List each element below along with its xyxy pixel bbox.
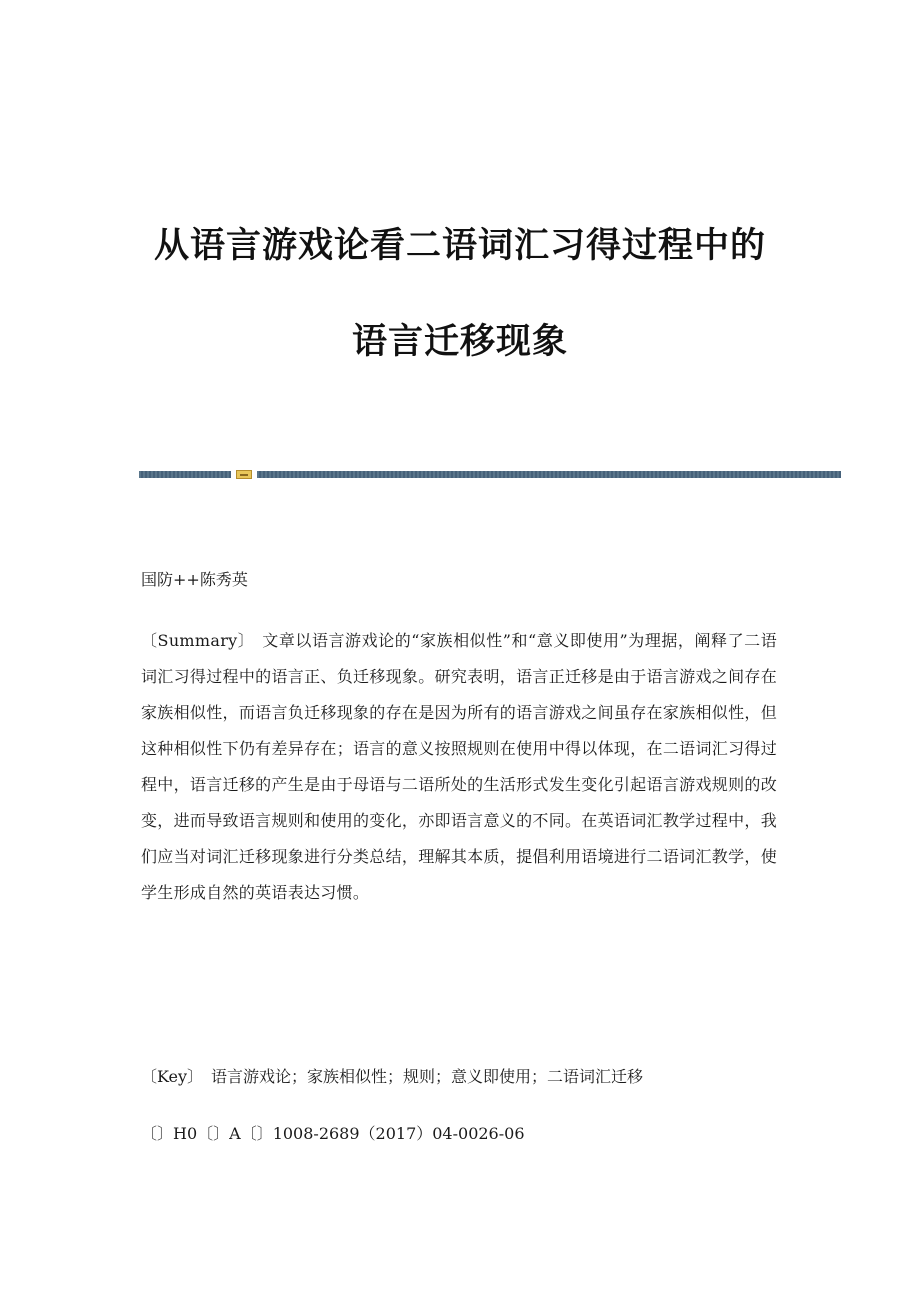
keywords-label: 〔Key〕	[141, 1067, 204, 1086]
title-divider	[139, 470, 841, 480]
divider-bar-right	[257, 471, 841, 478]
keywords-line	[141, 1067, 777, 1087]
author-line: 国防++陈秀英	[141, 570, 248, 589]
title-line-1: 从语言游戏论看二语词汇习得过程中的	[153, 226, 766, 266]
classification-line: 〔〕H0〔〕A〔〕1008-2689（2017）04-0026-06	[141, 1124, 525, 1143]
divider-ornament-icon	[236, 470, 252, 479]
abstract-label: 〔Summary〕	[141, 631, 255, 650]
keywords-text: 语言游戏论；家族相似性；规则；意义即使用；二语词汇迁移	[211, 1067, 644, 1086]
divider-bar-left	[139, 471, 231, 478]
abstract-text: 文章以语言游戏论的“家族相似性”和“意义即使用”为理据，阐释了二语词汇习得过程中的语言正、负迁移现象。研究表明，语言正迁移是由于语言游戏之间存在家族相似性，而语言负迁移现象的存在是因为所有的语言游戏之间虽存在家族相似性，但这种相似性下仍有差异存在；语言的意义按照规则在使用中得以体现，在二语词汇习得过程中，语言迁移的产生是由于母语与二语所处的生活形式发生变化引起语言游戏规则的改变，进而导致语言规则和使用的变化，亦即语言意义的不同。在英语词汇教学过程中，我们应当对词汇迁移现象进行分类总结，理解其本质，提倡利用语境进行二语词汇教学，使学生形成自然的英语表达习惯。	[141, 631, 777, 902]
abstract-paragraph	[141, 623, 777, 911]
title-line-2: 语言迁移现象	[351, 322, 568, 362]
